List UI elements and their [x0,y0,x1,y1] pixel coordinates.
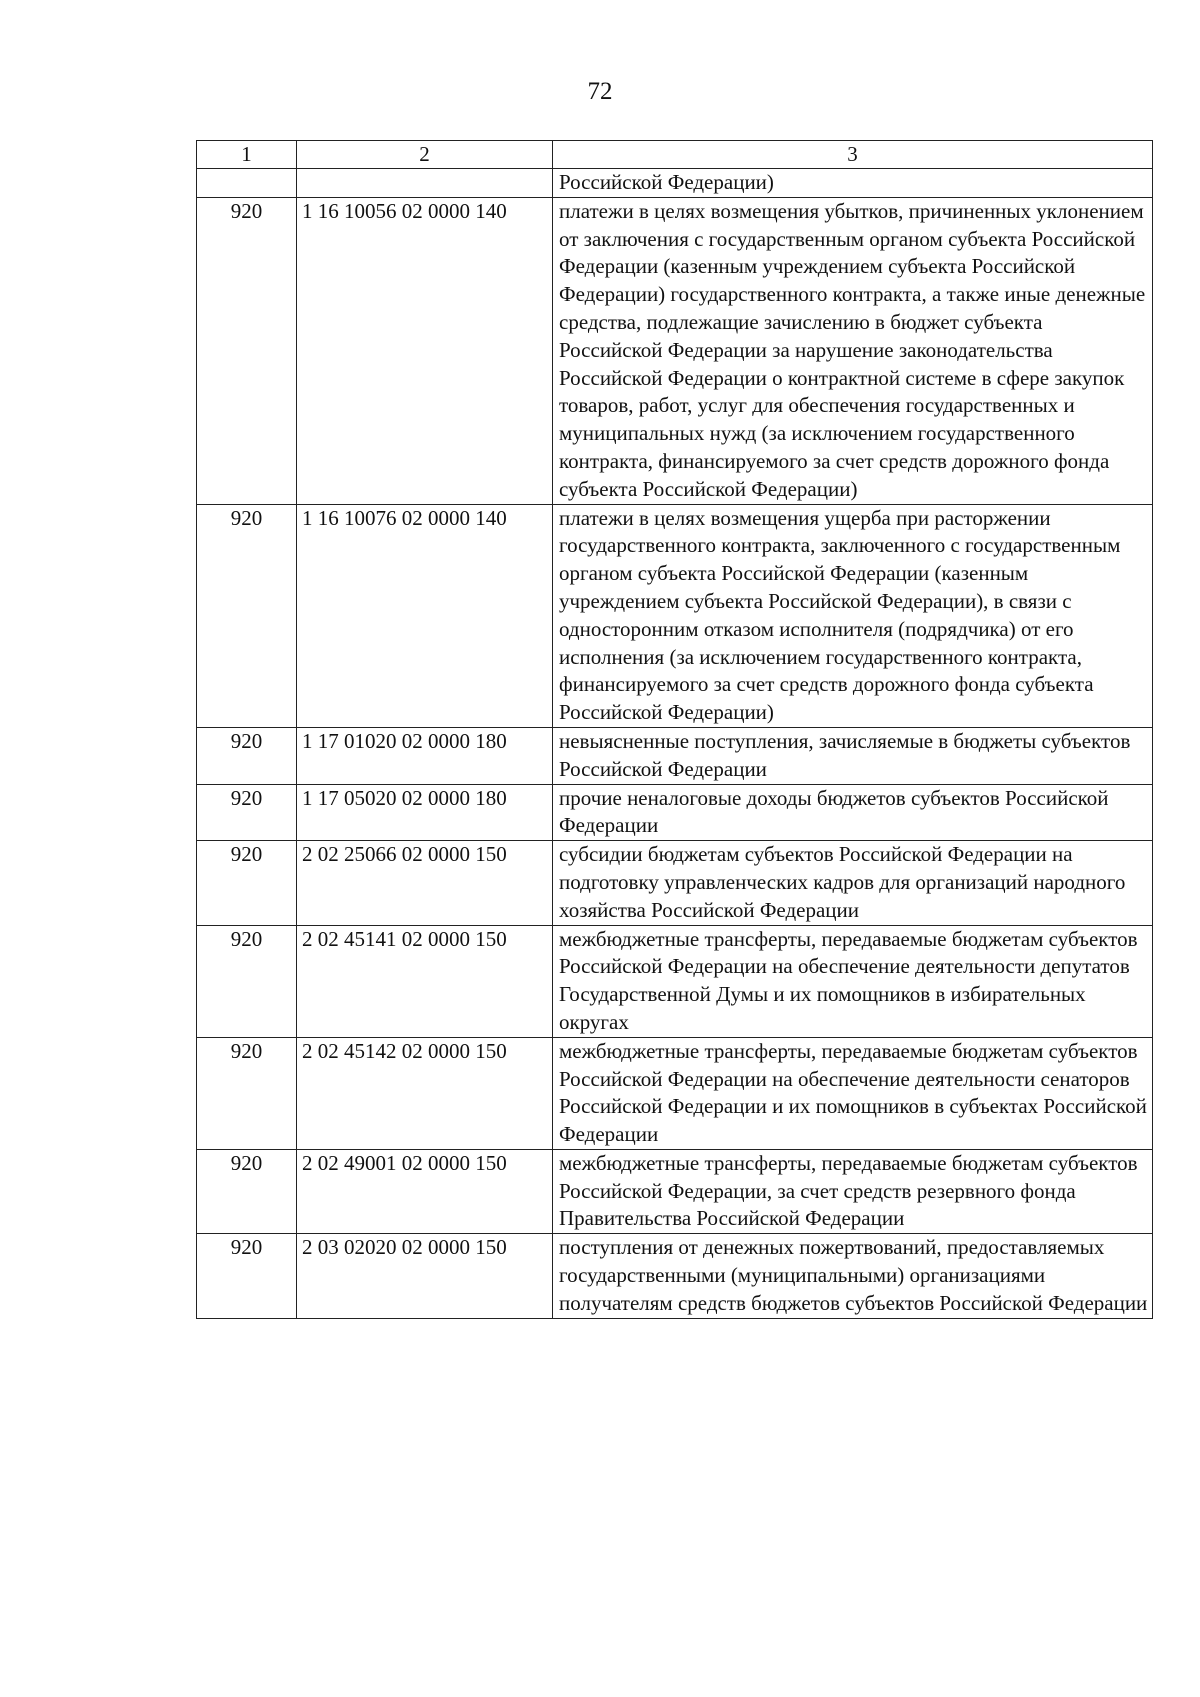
budget-code-cell: 2 02 49001 02 0000 150 [297,1149,553,1233]
admin-code-cell [197,169,297,198]
budget-code-cell: 1 17 01020 02 0000 180 [297,727,553,784]
table-row [197,169,1153,198]
admin-code-cell: 920 [197,841,297,925]
description-cell: межбюджетные трансферты, передаваемые бюджетам субъектов Российской Федерации на обеспечение деятельности депутатов Государственной Думы и их помощников в избирательных округах [553,925,1153,1037]
admin-code-cell: 920 [197,925,297,1037]
table-row [197,784,1153,841]
description-cell: невыясненные поступления, зачисляемые в бюджеты субъектов Российской Федерации [553,727,1153,784]
header-cell-description: 3 [553,141,1153,169]
budget-code-cell: 1 16 10076 02 0000 140 [297,504,553,727]
table-row [197,1149,1153,1233]
table-row [197,727,1153,784]
description-cell: межбюджетные трансферты, передаваемые бюджетам субъектов Российской Федерации, за счет средств резервного фонда Правительства Российской Федерации [553,1149,1153,1233]
table-header-row [197,141,1153,169]
budget-code-cell: 2 02 25066 02 0000 150 [297,841,553,925]
table-row [197,841,1153,925]
budget-code-cell: 2 03 02020 02 0000 150 [297,1234,553,1318]
description-cell: платежи в целях возмещения ущерба при расторжении государственного контракта, заключенного с государственным органом субъекта Российской Федерации (казенным учреждением субъекта Российской Федерации), в связи с односторонним отказом исполнителя (подрядчика) от его исполнения (за исключением государственного контракта, финансируемого за счет средств дорожного фонда субъекта Российской Федерации) [553,504,1153,727]
table-row [197,504,1153,727]
admin-code-cell: 920 [197,727,297,784]
admin-code-cell: 920 [197,1037,297,1149]
admin-code-cell: 920 [197,504,297,727]
description-cell: платежи в целях возмещения убытков, причиненных уклонением от заключения с государственным органом субъекта Российской Федерации (казенным учреждением субъекта Российской Федерации) государственного контракта, а также иные денежные средства, подлежащие зачислению в бюджет субъекта Российской Федерации за нарушение законодательства Российской Федерации о контрактной системе в сфере закупок товаров, работ, услуг для обеспечения государственных и муниципальных нужд (за исключением государственного контракта, финансируемого за счет средств дорожного фонда субъекта Российской Федерации) [553,197,1153,504]
description-cell: прочие неналоговые доходы бюджетов субъектов Российской Федерации [553,784,1153,841]
page-number: 72 [587,78,613,105]
table-row [197,197,1153,504]
admin-code-cell: 920 [197,197,297,504]
budget-code-cell: 1 16 10056 02 0000 140 [297,197,553,504]
header-cell-code: 2 [297,141,553,169]
description-cell: Российской Федерации) [553,169,1153,198]
header-cell-admin: 1 [197,141,297,169]
revenue-codes-table [196,140,1153,1319]
description-cell: субсидии бюджетам субъектов Российской Федерации на подготовку управленческих кадров для организаций народного хозяйства Российской Федерации [553,841,1153,925]
description-cell: поступления от денежных пожертвований, предоставляемых государственными (муниципальными) организациями получателям средств бюджетов субъектов Российской Федерации [553,1234,1153,1318]
description-cell: межбюджетные трансферты, передаваемые бюджетам субъектов Российской Федерации на обеспечение деятельности сенаторов Российской Федерации и их помощников в субъектах Российской Федерации [553,1037,1153,1149]
admin-code-cell: 920 [197,784,297,841]
table-row [197,925,1153,1037]
admin-code-cell: 920 [197,1234,297,1318]
budget-code-cell [297,169,553,198]
budget-code-cell: 2 02 45142 02 0000 150 [297,1037,553,1149]
admin-code-cell: 920 [197,1149,297,1233]
budget-code-cell: 1 17 05020 02 0000 180 [297,784,553,841]
budget-code-cell: 2 02 45141 02 0000 150 [297,925,553,1037]
table-row [197,1037,1153,1149]
table-row [197,1234,1153,1318]
